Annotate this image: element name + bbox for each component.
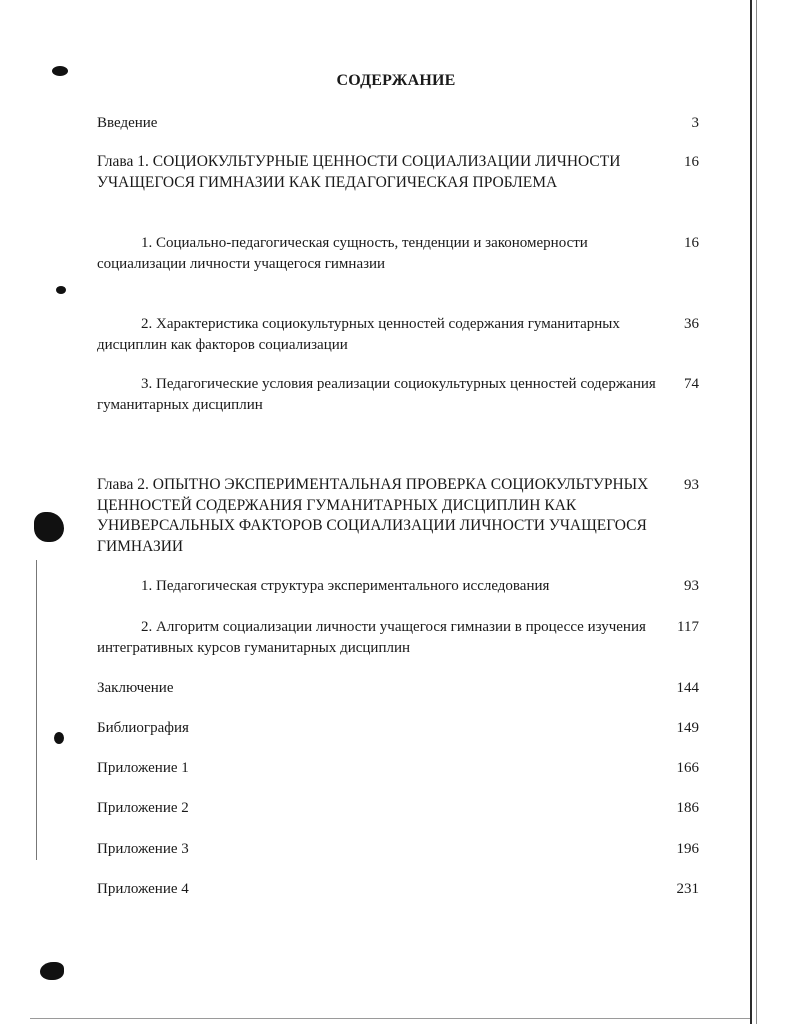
toc-entry-text: Приложение 1	[97, 760, 189, 776]
toc-entry	[97, 678, 709, 699]
toc-chapter	[97, 475, 709, 557]
toc-entry-text: Приложение 2	[97, 800, 189, 816]
toc-subentry	[97, 617, 709, 658]
toc-entry-page: 3	[691, 115, 699, 131]
toc-entry-page: 36	[684, 316, 699, 332]
toc-entry-page: 16	[684, 235, 699, 251]
toc-entry-text: Приложение 4	[97, 881, 189, 897]
toc-entry-page: 93	[684, 477, 699, 493]
toc-subentry-text: 3. Педагогические условия реализации социокультурных ценностей содержания гуманитарных дисциплин	[97, 376, 656, 413]
toc-entry-text: Приложение 3	[97, 841, 189, 857]
toc-entry-text: Заключение	[97, 680, 174, 696]
toc-subentry-text: 1. Социально-педагогическая сущность, тенденции и закономерности социализации личности учащегося гимназии	[97, 235, 588, 272]
scan-edge-right	[750, 0, 752, 1024]
toc-entry-text: Введение	[97, 115, 158, 131]
toc-entry-page: 196	[676, 841, 699, 857]
scan-edge-right-thin	[756, 0, 757, 1024]
toc-subentry-text: 2. Алгоритм социализации личности учащегося гимназии в процессе изучения интегративных курсов гуманитарных дисциплин	[97, 619, 646, 656]
toc-entry	[97, 879, 709, 900]
toc-entry-page: 166	[676, 760, 699, 776]
scan-edge-bottom	[30, 1018, 750, 1019]
toc-entry	[97, 839, 709, 860]
toc-subentry	[97, 314, 709, 355]
toc-entry	[97, 113, 709, 134]
toc-entry-page: 117	[677, 619, 699, 635]
toc-entry-page: 74	[684, 376, 699, 392]
toc-entry	[97, 758, 709, 779]
toc-subentry	[97, 576, 709, 597]
toc-entry	[97, 798, 709, 819]
toc-subentry	[97, 374, 709, 415]
toc-entry-page: 16	[684, 154, 699, 170]
toc-entry-page: 231	[676, 881, 699, 897]
scan-blot	[34, 512, 64, 542]
toc-entry-page: 149	[676, 720, 699, 736]
toc-entry-page: 186	[676, 800, 699, 816]
toc-chapter	[97, 152, 709, 193]
toc-subentry-text: 1. Педагогическая структура экспериментального исследования	[141, 578, 550, 594]
toc-subentry	[97, 233, 709, 274]
scan-blot	[40, 962, 64, 980]
scan-edge-left	[36, 560, 37, 860]
toc-subentry-text: 2. Характеристика социокультурных ценностей содержания гуманитарных дисциплин как факторов социализации	[97, 316, 620, 353]
scan-blot	[56, 286, 66, 294]
toc-chapter-text: Глава 1. СОЦИОКУЛЬТУРНЫЕ ЦЕННОСТИ СОЦИАЛИЗАЦИИ ЛИЧНОСТИ УЧАЩЕГОСЯ ГИМНАЗИИ КАК ПЕДАГОГИЧЕСКАЯ ПРОБЛЕМА	[97, 153, 621, 191]
toc-entry-page: 144	[676, 680, 699, 696]
toc-entry-page: 93	[684, 578, 699, 594]
scan-blot	[54, 732, 64, 744]
toc-chapter-text: Глава 2. ОПЫТНО ЭКСПЕРИМЕНТАЛЬНАЯ ПРОВЕРКА СОЦИОКУЛЬТУРНЫХ ЦЕННОСТЕЙ СОДЕРЖАНИЯ ГУМАНИТАРНЫХ ДИСЦИПЛИН КАК УНИВЕРСАЛЬНЫХ ФАКТОРОВ СОЦИАЛИЗАЦИИ ЛИЧНОСТИ УЧАЩЕГОСЯ ГИМНАЗИИ	[97, 476, 649, 555]
toc-entry	[97, 718, 709, 739]
toc-title: СОДЕРЖАНИЕ	[336, 72, 456, 89]
toc-entry-text: Библиография	[97, 720, 189, 736]
